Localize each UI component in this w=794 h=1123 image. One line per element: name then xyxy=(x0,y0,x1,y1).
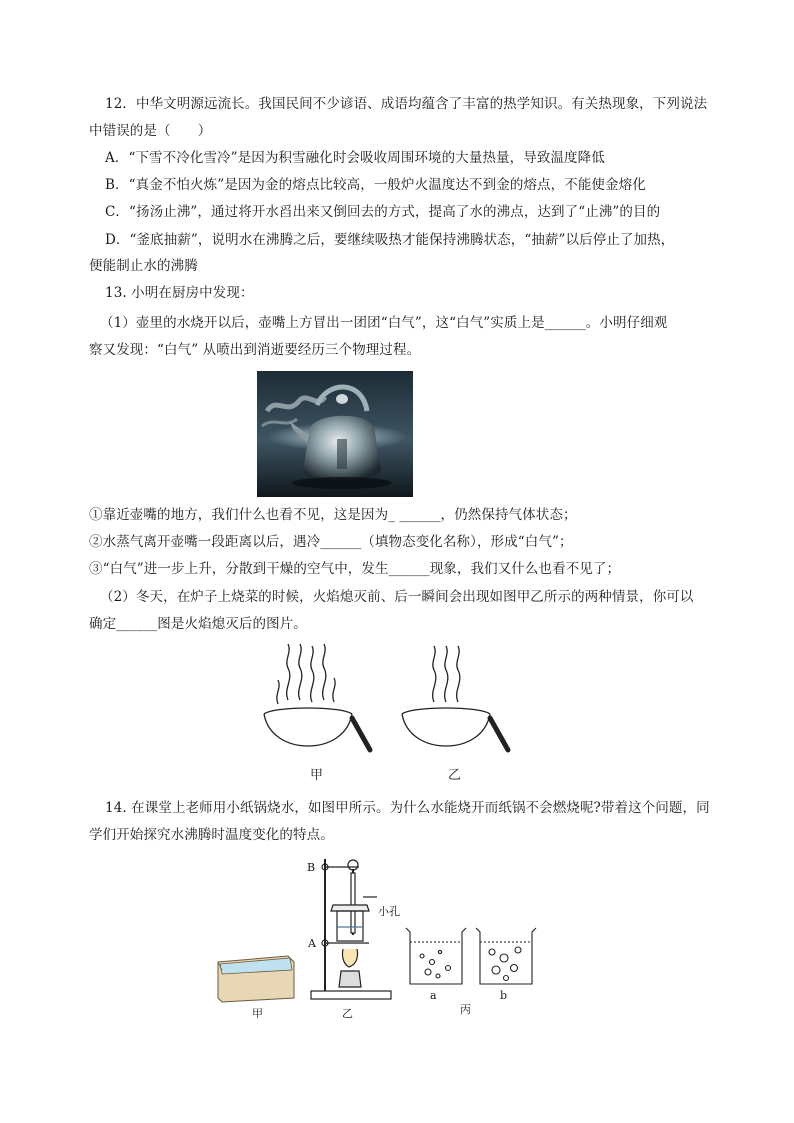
wok-figure-jia xyxy=(258,640,378,762)
label-small-hole: 小孔 xyxy=(378,905,400,918)
q13-step1: ①靠近壶嘴的地方，我们什么也看不见，这是因为_ ______，仍然保持气体状态； xyxy=(89,507,577,523)
q12-option-c: C．“扬汤止沸”，通过将开水舀出来又倒回去的方式，提高了水的沸点，达到了“止沸”的目的 xyxy=(105,204,661,220)
fig-label-a: a xyxy=(430,989,437,1002)
fig-label-bing: 丙 xyxy=(460,1003,471,1016)
q13-part1-line1: （1）壶里的水烧开以后，壶嘴上方冒出一团团“白气”，这“白气”实质上是______。小明仔细观 xyxy=(100,315,668,331)
paper-pot-figure xyxy=(214,948,298,1004)
q12-option-b: B．“真金不怕火炼”是因为金的熔点比较高，一般炉火温度达不到金的熔点，不能使金熔化 xyxy=(105,177,646,193)
q13-step3: ③“白气”进一步上升，分散到干燥的空气中，发生______现象，我们又什么也看不见了； xyxy=(89,561,621,577)
fig-label-yi: 乙 xyxy=(342,1007,353,1020)
q13-part1-line2: 察又发现：“白气” 从喷出到消逝要经历三个物理过程。 xyxy=(89,342,421,358)
fig-label-jia: 甲 xyxy=(252,1007,263,1020)
q13-part2-line1: （2）冬天，在炉子上烧菜的时候，火焰熄灭前、后一瞬间会出现如图甲乙所示的两种情景，你可以 xyxy=(100,589,694,605)
q13-stem: 13. 小明在厨房中发现： xyxy=(105,285,254,301)
q12-option-d-line2: 便能制止水的沸腾 xyxy=(89,258,198,274)
label-b: B xyxy=(307,861,316,874)
q14-stem-line2: 学们开始探究水沸腾时温度变化的特点。 xyxy=(89,827,334,843)
q12-stem-line2: 中错误的是（ ） xyxy=(89,123,212,139)
beakers-figure xyxy=(400,922,550,992)
q12-option-d-line1: D．“釜底抽薪”，说明水在沸腾之后，要继续吸热才能保持沸腾状态，“抽薪”以后停止了加热， xyxy=(105,232,675,248)
fig-label-b: b xyxy=(500,989,508,1002)
wok-caption-yi: 乙 xyxy=(448,768,462,783)
kettle-photo xyxy=(257,371,413,497)
q14-stem-line1: 14. 在课堂上老师用小纸锅烧水，如图甲所示。为什么水能烧开而纸锅不会燃烧呢?带着这个问题，同 xyxy=(105,800,710,816)
boiling-apparatus-figure xyxy=(303,855,415,1005)
wok-caption-jia: 甲 xyxy=(310,768,324,783)
q12-option-a: A．“下雪不冷化雪冷”是因为积雪融化时会吸收周围环境的大量热量，导致温度降低 xyxy=(105,150,605,166)
q12-stem-line1: 12．中华文明源远流长。我国民间不少谚语、成语均蕴含了丰富的热学知识。有关热现象，下列说法 xyxy=(105,96,708,112)
q13-step2: ②水蒸气离开壶嘴一段距离以后，遇冷______（填物态变化名称），形成“白气”； xyxy=(89,534,573,550)
wok-figure-yi xyxy=(396,640,516,762)
label-a: A xyxy=(308,937,316,950)
q13-part2-line2: 确定______图是火焰熄灭后的图片。 xyxy=(89,616,307,632)
